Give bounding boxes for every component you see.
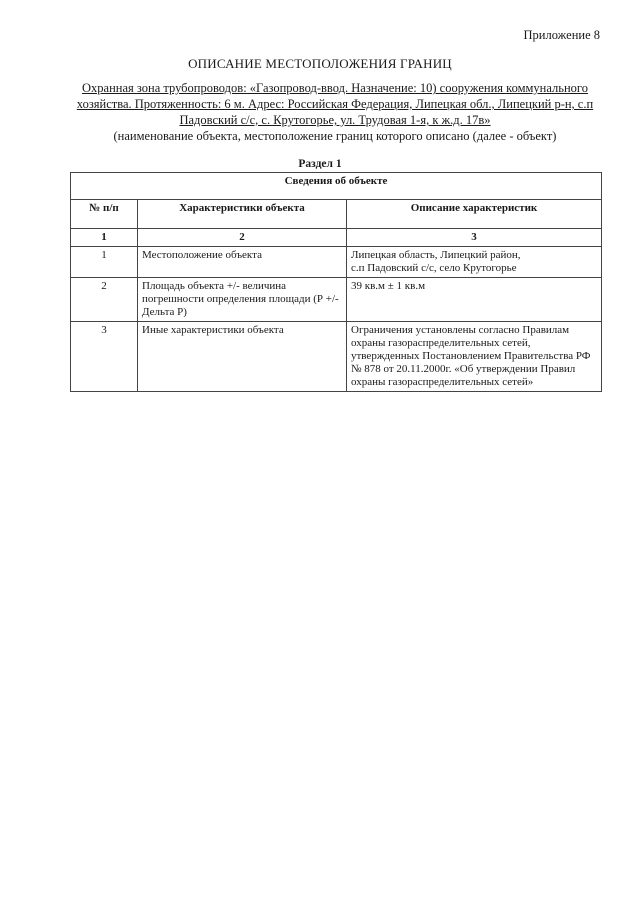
row-number: 1 — [71, 247, 138, 278]
table-row — [71, 247, 602, 278]
section-label: Раздел 1 — [298, 158, 342, 170]
row-number: 2 — [71, 278, 138, 322]
column-number: 3 — [347, 229, 602, 247]
object-info-table — [70, 172, 602, 392]
column-header-description: Описание характеристик — [347, 200, 602, 229]
object-description: Охранная зона трубопроводов: «Газопровод-ввод. Назначение: 10) сооружения коммунального хозяйства. Протяженность: 6 м. Адрес: Российская Федерация, Липецкая обл., Липецкий р-н, с.п Падовский с/с, с. Крутогорье, ул. Трудовая 1-я, к ж.д. 17в» — [76, 81, 594, 127]
row-characteristic: Площадь объекта +/- величина погрешности определения площади (Р +/- Дельта Р) — [138, 278, 347, 322]
description-line: 39 кв.м ± 1 кв.м — [351, 280, 426, 292]
description-line: Ограничения установлены согласно Правилам охраны газораспределительных сетей, утвержденных Постановлением Правительства РФ № 878 от 20.11.2000г. «Об утверждении Правил охраны газораспределительных сетей» — [351, 324, 591, 388]
column-header-characteristic: Характеристики объекта — [138, 200, 347, 229]
description-line: с.п Падовский с/с, село Крутогорье — [351, 262, 517, 274]
object-caption: (наименование объекта, местоположение границ которого описано (далее - объект) — [113, 129, 557, 143]
row-description — [347, 278, 602, 322]
document-title: ОПИСАНИЕ МЕСТОПОЛОЖЕНИЯ ГРАНИЦ — [188, 56, 452, 71]
table-caption-row — [71, 173, 602, 200]
table-row — [71, 278, 602, 322]
row-characteristic: Местоположение объекта — [138, 247, 347, 278]
column-number: 2 — [138, 229, 347, 247]
column-number-row — [71, 229, 602, 247]
row-description — [347, 322, 602, 392]
description-line: Липецкая область, Липецкий район, — [351, 249, 521, 261]
column-number: 1 — [71, 229, 138, 247]
row-description — [347, 247, 602, 278]
table-title: Сведения об объекте — [71, 173, 602, 200]
table-header-row — [71, 200, 602, 229]
object-description-block — [70, 80, 600, 144]
column-header-num: № п/п — [71, 200, 138, 229]
row-number: 3 — [71, 322, 138, 392]
row-characteristic: Иные характеристики объекта — [138, 322, 347, 392]
table-row — [71, 322, 602, 392]
appendix-label: Приложение 8 — [523, 28, 600, 42]
